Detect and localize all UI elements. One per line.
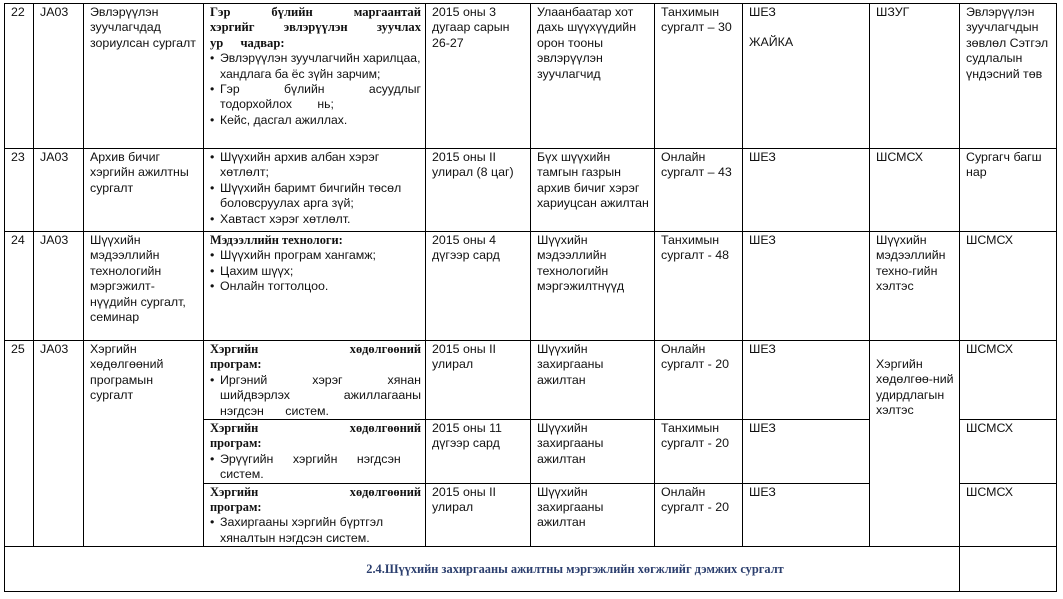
course-date: 2015 оны II улирал (426, 341, 531, 420)
list-item: • Эвлэрүүлэн зуучлагчийн харилцаа, хандлага ба ёс зүйн зарчим; (210, 51, 421, 82)
trainer: ШСМСХ (960, 232, 1057, 341)
budget-source: ШЕЗ (743, 483, 870, 547)
course-date: 2015 оны II улирал (426, 483, 531, 547)
content-heading: Хэргийн хөдөлгөөний програм: (210, 484, 421, 515)
organizer: Шүүхийн мэдээллийн техно-гийн хэлтэс (870, 232, 960, 341)
row-code: JA03 (34, 341, 84, 547)
training-format: Танхимын сургалт - 20 (655, 420, 743, 484)
course-date: 2015 оны 4 дүгээр сард (426, 232, 531, 341)
course-content (204, 341, 426, 420)
content-list (210, 515, 421, 546)
row-number: 23 (5, 149, 34, 232)
empty-cell (960, 547, 1057, 592)
budget-secondary: ЖАЙКА (749, 35, 794, 50)
organizer-text: Хэргийн хөдөлгөө-ний удирдлагын хэлтэс (876, 357, 954, 418)
course-content (204, 149, 426, 232)
trainer: ШСМСХ (960, 483, 1057, 547)
course-date: 2015 оны 11 дүгээр сард (426, 420, 531, 484)
course-date: 2015 оны 3 дугаар сарын 26-27 (426, 4, 531, 149)
training-format: Танхимын сургалт – 30 (655, 4, 743, 149)
list-item: • Захиргааны хэргийн бүртгэл хяналтын нэгдсэн систем. (210, 515, 421, 546)
participants: Шүүхийн захиргааны ажилтан (531, 341, 655, 420)
participants: Шүүхийн мэдээллийн технологийн мэргэжилтнүүд (531, 232, 655, 341)
row-number: 22 (5, 4, 34, 149)
training-format: Онлайн сургалт - 20 (655, 483, 743, 547)
list-item: • Эрүүгийн хэргийн нэгдсэн систем. (210, 452, 421, 483)
organizer (870, 341, 960, 547)
list-item: • Хавтаст хэрэг хөтлөлт. (210, 212, 421, 227)
row-number: 24 (5, 232, 34, 341)
course-name: Эвлэрүүлэн зуучлагчдад зориулсан сургалт (84, 4, 204, 149)
course-content (204, 4, 426, 149)
content-list (210, 150, 421, 227)
participants: Улаанбаатар хот дахь шүүхүүдийн орон тооны эвлэрүүлэн зуучлагчид (531, 4, 655, 149)
list-item: • Шүүхийн програм хангамж; (210, 248, 421, 263)
content-list (210, 452, 421, 483)
participants: Шүүхийн захиргааны ажилтан (531, 483, 655, 547)
content-heading: Хэргийн хөдөлгөөний програм: (210, 342, 421, 372)
organizer: ШСМСХ (870, 149, 960, 232)
row-number: 25 (5, 341, 34, 547)
list-item: • Иргэний хэрэг хянан шийдвэрлэх ажиллагааны нэгдсэн систем. (210, 373, 421, 419)
training-plan-table (4, 3, 1057, 592)
course-name: Архив бичиг хэргийн ажилтны сургалт (84, 149, 204, 232)
section-footer-row (5, 547, 1057, 592)
table-row (5, 149, 1057, 232)
section-title-cell (5, 547, 960, 592)
trainer: Сургагч багш нар (960, 149, 1057, 232)
list-item: • Онлайн тогтолцоо. (210, 279, 421, 294)
content-list (210, 51, 421, 128)
trainer: Эвлэрүүлэн зуучлагчдын зөвлөл Сэтгэл судлалын үндэсний төв (960, 4, 1057, 149)
training-format: Онлайн сургалт - 20 (655, 341, 743, 420)
content-list (210, 248, 421, 294)
course-name: Хэргийн хөдөлгөөний програмын сургалт (84, 341, 204, 547)
participants: Бүх шүүхийн тамгын газрын архив бичиг хэрэг хариуцсан ажилтан (531, 149, 655, 232)
row-code: JA03 (34, 232, 84, 341)
budget-source: ШЕЗ (743, 420, 870, 484)
course-content (204, 232, 426, 341)
trainer: ШСМСХ (960, 341, 1057, 420)
course-name: Шүүхийн мэдээллийн технологийн мэргэжилт-нүүдийн сургалт, семинар (84, 232, 204, 341)
list-item: • Кейс, дасгал ажиллах. (210, 113, 421, 128)
course-content (204, 420, 426, 484)
list-item: • Шүүхийн архив албан хэрэг хөтлөлт; (210, 150, 421, 181)
participants: Шүүхийн захиргааны ажилтан (531, 420, 655, 484)
list-item: • Гэр бүлийн асуудлыг тодорхойлох нь; (210, 82, 421, 113)
content-heading: Мэдээллийн технологи: (210, 233, 343, 247)
course-content (204, 483, 426, 547)
budget-source: ШЕЗ (743, 149, 870, 232)
section-title: 2.4.Шүүхийн захиргааны ажилтны мэргэжлийн хөгжлийг дэмжих сургалт (366, 562, 784, 577)
table-row (5, 4, 1057, 149)
organizer: ШЗУГ (870, 4, 960, 149)
list-item: • Шүүхийн баримт бичгийн төсөл боловсруулах арга зүй; (210, 181, 421, 212)
training-format: Танхимын сургалт - 48 (655, 232, 743, 341)
budget-source: ШЕЗ (743, 341, 870, 420)
table-row (5, 232, 1057, 341)
row-code: JA03 (34, 4, 84, 149)
content-heading: Хэргийн хөдөлгөөний програм: (210, 421, 421, 451)
budget-source: ШЕЗ (743, 232, 870, 341)
row-code: JA03 (34, 149, 84, 232)
training-format: Онлайн сургалт – 43 (655, 149, 743, 232)
table-row (5, 341, 1057, 420)
course-date: 2015 оны II улирал (8 цаг) (426, 149, 531, 232)
trainer: ШСМСХ (960, 420, 1057, 484)
budget-primary: ШЕЗ (749, 5, 776, 19)
list-item: • Цахим шүүх; (210, 264, 421, 279)
content-list (210, 373, 421, 419)
content-heading: Гэр бүлийн маргаантай хэргийг эвлэрүүлэн зуучлах ур чадвар: (210, 5, 421, 50)
budget-source (743, 4, 870, 149)
